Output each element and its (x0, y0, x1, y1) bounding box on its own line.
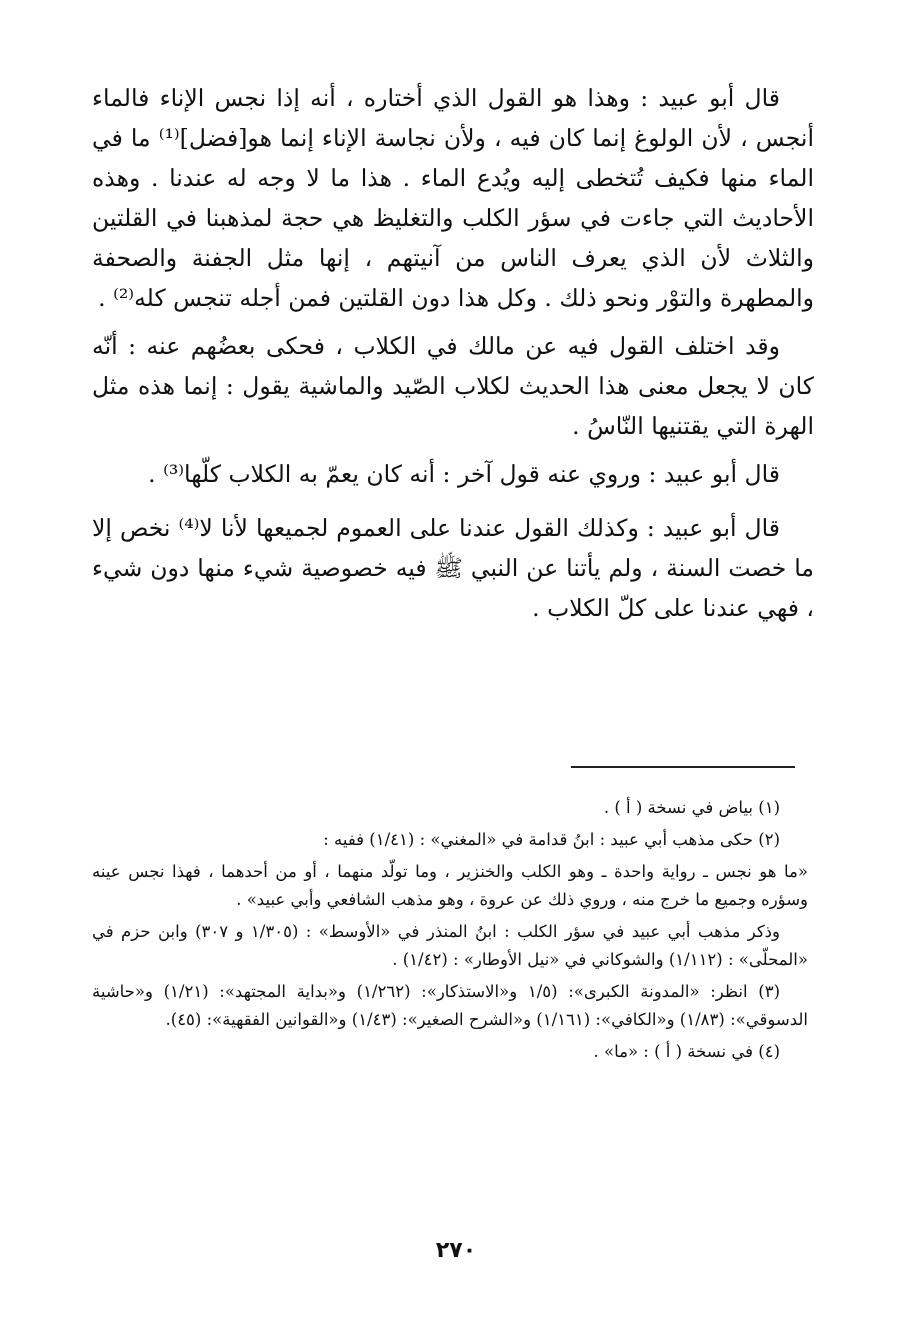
footnotes (92, 794, 808, 1070)
footnote-2: (٢) حكى مذهب أبي عبيد : ابنُ قدامة في «المغني» : (١/٤١) ففيه : (323, 830, 780, 849)
page-number: ٢٧٠ (435, 1238, 477, 1263)
footnote-2-continued: وذكر مذهب أبي عبيد في سؤر الكلب : ابنُ المنذر في «الأوسط» : (١/٣٠٥ و ٣٠٧) وابن حزم في «المحلّى» : (١/١١٢) والشوكاني في «نيل الأوطار» : (١/٤٢) . (92, 922, 808, 969)
footnote-divider (571, 766, 795, 768)
footnote-3: (٣) انظر: «المدونة الكبرى»: (١/٥ و«الاستذكار»: (١/٢٦٢) و«بداية المجتهد»: (١/٢١) و«حاشية الدسوقي»: (١/٨٣) و«الكافي»: (١/١٦١) و«الشرح الصغير»: (١/٤٣) و«القوانين الفقهية»: (٤٥). (92, 982, 808, 1029)
paragraph-2: وقد اختلف القول فيه عن مالك في الكلاب ، فحكى بعضُهم عنه : أنّه كان لا يجعل معنى هذا الحديث لكلاب الصّيد والماشية يقول : إنما هذه مثل الهرة التي يقتنيها النّاسُ . (92, 332, 814, 440)
main-text (92, 78, 814, 636)
paragraph-3: قال أبو عبيد : وروي عنه قول آخر : أنه كان يعمّ به الكلاب كلّها⁽³⁾ . (148, 460, 780, 488)
footnote-1: (١) بياض في نسخة ( أ ) . (603, 798, 780, 817)
footnote-4: (٤) في نسخة ( أ ) : «ما» . (593, 1042, 780, 1061)
footnote-2-quote: «ما هو نجس ـ رواية واحدة ـ وهو الكلب والخنزير ، وما تولّد منهما ، أو من أحدهما ، فهذا نجس عينه وسؤره وجميع ما خرج منه ، وروي ذلك عن عروة ، وهو مذهب الشافعي وأبي عبيد» . (92, 862, 808, 909)
paragraph-1: قال أبو عبيد : وهذا هو القول الذي أختاره ، أنه إذا نجس الإناء فالماء أنجس ، لأن الولوغ إنما كان فيه ، ولأن نجاسة الإناء إنما هو[فضل]⁽¹⁾ ما في الماء منها فكيف تُتخطى إليه ويُدع الماء . هذا ما لا وجه له عندنا . وهذه الأحاديث التي جاءت في سؤر الكلب والتغليظ هي حجة لمذهبنا في القلتين والثلاث لأن الذي يعرف الناس من آنيتهم ، إنها مثل الجفنة والصحفة والمطهرة والتوْر ونحو ذلك . وكل هذا دون القلتين فمن أجله تنجس كله⁽²⁾ . (92, 84, 814, 312)
paragraph-4: قال أبو عبيد : وكذلك القول عندنا على العموم لجميعها لأنا لا⁽⁴⁾ نخص إلا ما خصت السنة ، ولم يأتنا عن النبي ﷺ فيه خصوصية شيء منها دون شيء ، فهي عندنا على كلّ الكلاب . (92, 514, 814, 622)
